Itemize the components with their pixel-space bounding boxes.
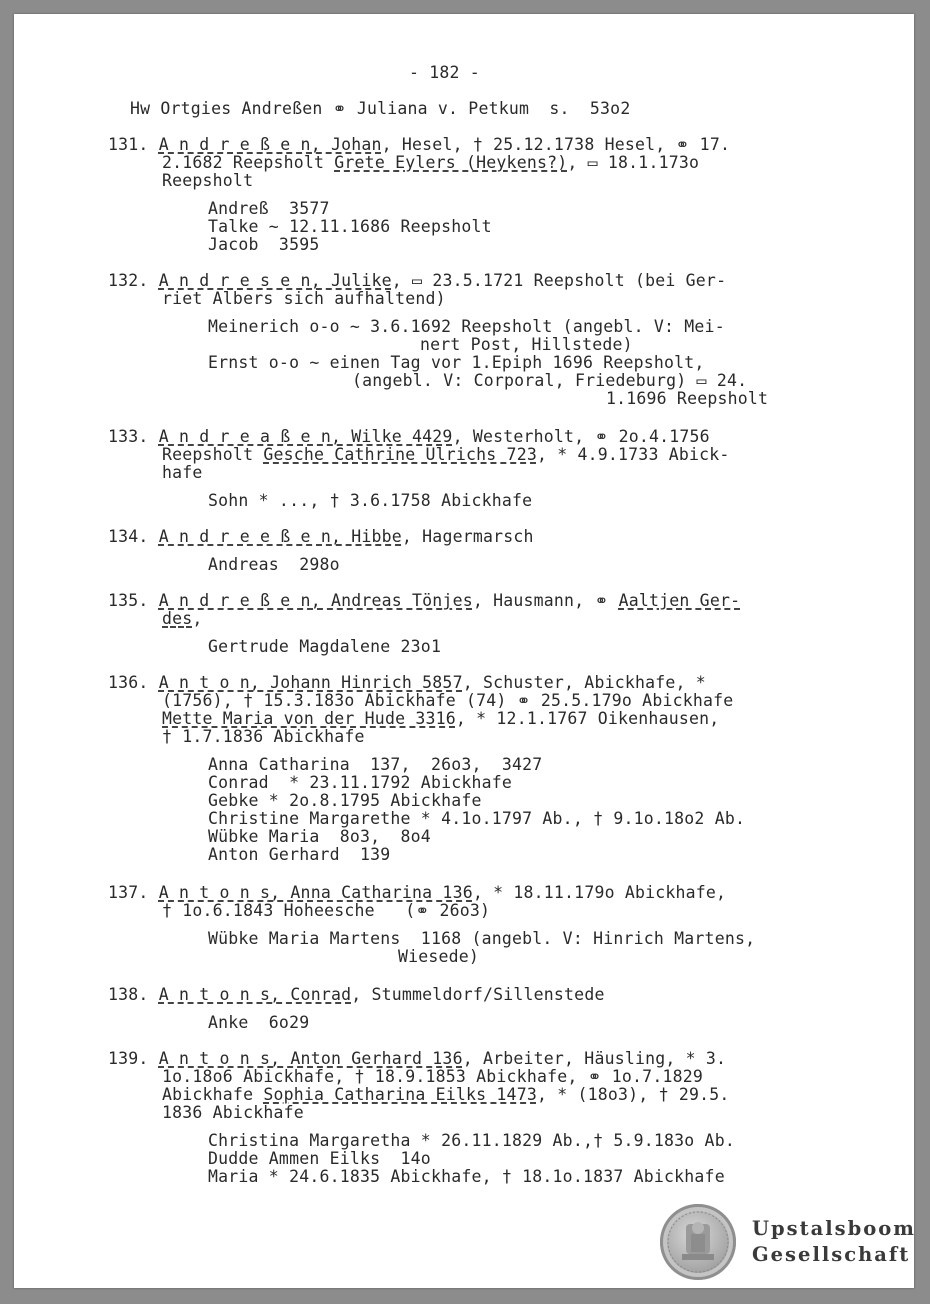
child-line: Conrad * 23.11.1792 Abickhafe (208, 773, 513, 792)
entry-details: , * 12.1.1767 Oikenhausen, (455, 709, 720, 728)
child-line: Meinerich o-o ~ 3.6.1692 Reepsholt (angebl. V: Mei- (208, 317, 725, 336)
child-line: Wübke Maria Martens 1168 (angebl. V: Hinrich Martens, (208, 929, 756, 948)
entry-name: A n t o n s, Anton Gerhard 136 (158, 1049, 463, 1068)
entry-details: (1756), † 15.3.183o Abickhafe (74) ⚭ 25.5.179o Abickhafe (162, 691, 734, 710)
entry-number: 137. (108, 883, 149, 902)
child-line: Gebke * 2o.8.1795 Abickhafe (208, 791, 482, 810)
entry-number: 134. (108, 527, 149, 546)
child-line: Sohn * ..., † 3.6.1758 Abickhafe (208, 491, 533, 510)
spouse-name: des (162, 609, 193, 628)
entry-details: , * 4.9.1733 Abick- (536, 445, 730, 464)
child-line: nert Post, Hillstede) (420, 335, 633, 354)
entry-name: A n d r e ß e n, Andreas Tönjes (158, 591, 473, 610)
entry-details: , Schuster, Abickhafe, * (462, 673, 706, 692)
entry-details: , * 18.11.179o Abickhafe, (472, 883, 727, 902)
spouse-name: Aaltjen Ger- (618, 591, 741, 610)
entry-details: , ▭ 23.5.1721 Reepsholt (bei Ger- (391, 271, 727, 290)
page-number: - 182 - (409, 63, 480, 82)
society-seal-icon (660, 1204, 736, 1280)
child-line: Christine Margarethe * 4.1o.1797 Ab., † 9.1o.18o2 Ab. (208, 809, 746, 828)
spouse-name: Gesche Cathrine Ulrichs 723 (263, 445, 537, 464)
child-line: Andreas 298o (208, 555, 340, 574)
entry-name: A n t o n s, Anna Catharina 136 (158, 883, 473, 902)
child-line: Andreß 3577 (208, 199, 330, 218)
entry-details: 1836 Abickhafe (162, 1103, 304, 1122)
child-line: Anna Catharina 137, 26o3, 3427 (208, 755, 543, 774)
spouse-name: Grete Eylers (Heykens?) (334, 153, 568, 172)
child-line: Dudde Ammen Eilks 14o (208, 1149, 431, 1168)
entry-name: A n d r e s e n, Julike (158, 271, 392, 290)
document-page (14, 14, 914, 1288)
spouse-name: Sophia Catharina Eilks 1473 (263, 1085, 537, 1104)
entry-details: riet Albers sich aufhaltend) (162, 289, 446, 308)
entry-number: 133. (108, 427, 149, 446)
entry-details: † 1.7.1836 Abickhafe (162, 727, 365, 746)
entry-details: , Westerholt, ⚭ 2o.4.1756 (452, 427, 710, 446)
child-line: 1.1696 Reepsholt (606, 389, 769, 408)
brand-name-line1: Upstalsboom (752, 1217, 916, 1240)
entry-number: 139. (108, 1049, 149, 1068)
entry-details: , Arbeiter, Häusling, * 3. (462, 1049, 727, 1068)
intro-line: Hw Ortgies Andreßen ⚭ Juliana v. Petkum s. 53o2 (130, 99, 631, 118)
entry-name: A n t o n s, Conrad (158, 985, 352, 1004)
child-line: Maria * 24.6.1835 Abickhafe, † 18.1o.1837 Abickhafe (208, 1167, 725, 1186)
entry-number: 135. (108, 591, 149, 610)
child-line: Wiesede) (398, 947, 480, 966)
entry-details: hafe (162, 463, 203, 482)
entry-details: , ▭ 18.1.173o (567, 153, 700, 172)
entry-name: A n t o n, Johann Hinrich 5857 (158, 673, 463, 692)
entry-details: 2.1682 Reepsholt (162, 153, 335, 172)
entry-details: , Hagermarsch (401, 527, 534, 546)
entry-name: A n d r e e ß e n, Hibbe (158, 527, 402, 546)
entry-details: , Hesel, † 25.12.1738 Hesel, ⚭ 17. (381, 135, 731, 154)
child-line: Talke ~ 12.11.1686 Reepsholt (208, 217, 492, 236)
child-line: Ernst o-o ~ einen Tag vor 1.Epiph 1696 Reepsholt, (208, 353, 705, 372)
entry-details: , Stummeldorf/Sillenstede (351, 985, 605, 1004)
entry-details: , (192, 609, 203, 628)
entry-number: 136. (108, 673, 149, 692)
entry-number: 131. (108, 135, 149, 154)
child-line: Anton Gerhard 139 (208, 845, 391, 864)
entry-number: 132. (108, 271, 149, 290)
child-line: Jacob 3595 (208, 235, 320, 254)
child-line: Christina Margaretha * 26.11.1829 Ab.,† 5.9.183o Ab. (208, 1131, 735, 1150)
entry-number: 138. (108, 985, 149, 1004)
child-line: Wübke Maria 8o3, 8o4 (208, 827, 431, 846)
entry-details: † 1o.6.1843 Hoheesche (⚭ 26o3) (162, 901, 491, 920)
entry-name: A n d r e a ß e n, Wilke 4429 (158, 427, 453, 446)
entry-details: , * (18o3), † 29.5. (536, 1085, 730, 1104)
entry-details: , Hausmann, ⚭ (472, 591, 619, 610)
entry-details: Abickhafe (162, 1085, 264, 1104)
entry-details: Reepsholt (162, 445, 264, 464)
child-line: Gertrude Magdalene 23o1 (208, 637, 442, 656)
child-line: Anke 6o29 (208, 1013, 310, 1032)
entry-name: A n d r e ß e n, Johan (158, 135, 382, 154)
entry-details: Reepsholt (162, 171, 254, 190)
brand-name-line2: Gesellschaft (752, 1243, 911, 1266)
child-line: (angebl. V: Corporal, Friedeburg) ▭ 24. (352, 371, 748, 390)
entry-details: 1o.18o6 Abickhafe, † 18.9.1853 Abickhafe, ⚭ 1o.7.1829 (162, 1067, 703, 1086)
spouse-name: Mette Maria von der Hude 3316 (162, 709, 456, 728)
